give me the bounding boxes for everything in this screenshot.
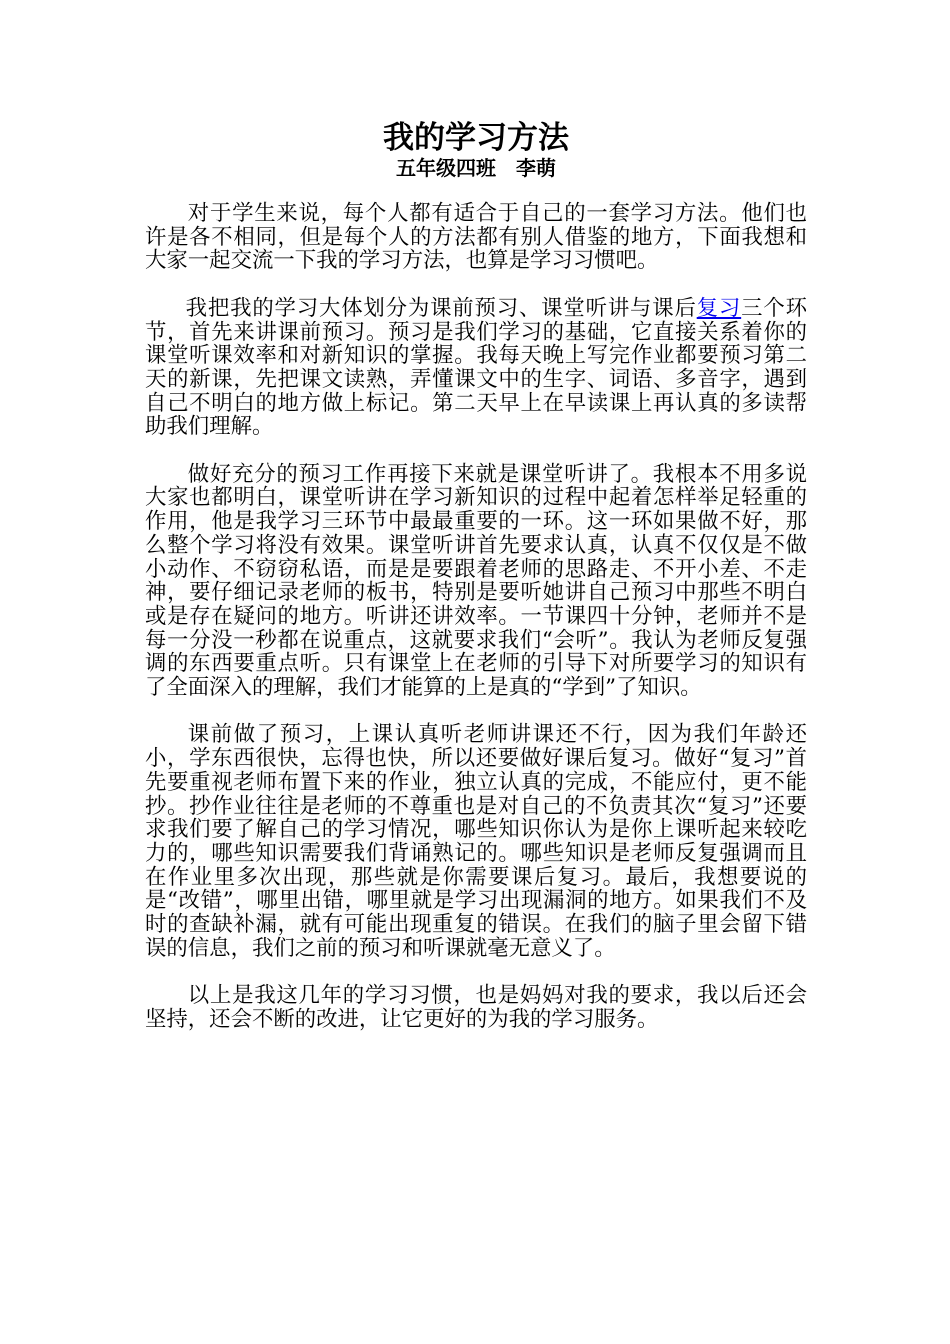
paragraph-preview <box>145 297 807 439</box>
review-link[interactable]: 复习 <box>696 295 742 321</box>
paragraph-listening: 做好充分的预习工作再接下来就是课堂听讲了。我根本不用多说大家也都明白，课堂听讲在学习新知识的过程中起着怎样举足轻重的作用，他是我学习三环节中最最重要的一环。这一环如果做不好，那么整个学习将没有效果。课堂听讲首先要求认真，认真不仅仅是不做小动作、不窃窃私语，而是是要跟着老师的思路走、不开小差、不走神，要仔细记录老师的板书，特别是要听她讲自己预习中那些不明白或是存在疑问的地方。听讲还讲效率。一节课四十分钟，老师并不是每一分没一秒都在说重点，这就要求我们“会听”。我认为老师反复强调的东西要重点听。只有课堂上在老师的引导下对所要学习的知识有了全面深入的理解，我们才能算的上是真的“学到”了知识。 <box>145 461 807 701</box>
document-page <box>145 120 807 1055</box>
paragraph-preview-text-before: 我把我的学习大体划分为课前预习、课堂听讲与课后 <box>185 295 697 321</box>
document-title: 我的学习方法 <box>383 120 569 156</box>
paragraph-review: 课前做了预习，上课认真听老师讲课还不行，因为我们年龄还小，学东西很快，忘得也快，所以还要做好课后复习。做好“复习”首先要重视老师布置下来的作业，独立认真的完成，不能应付，更不能抄。抄作业往往是老师的不尊重也是对自己的不负责其次“复习”还要求我们要了解自己的学习情况，哪些知识你认为是你上课听起来较吃力的，哪些知识需要我们背诵熟记的。哪些知识是老师反复强调而且在作业里多次出现，那些就是你需要课后复习。最后，我想要说的是“改错”，哪里出错，哪里就是学习出现漏洞的地方。如果我们不及时的查缺补漏，就有可能出现重复的错误。在我们的脑子里会留下错误的信息，我们之前的预习和听课就毫无意义了。 <box>145 722 807 961</box>
paragraph-intro: 对于学生来说，每个人都有适合于自己的一套学习方法。他们也许是各不相同，但是每个人的方法都有别人借鉴的地方，下面我想和大家一起交流一下我的学习方法，也算是学习习惯吧。 <box>145 201 807 274</box>
paragraph-conclusion: 以上是我这几年的学习习惯，也是妈妈对我的要求，我以后还会坚持，还会不断的改进，让它更好的为我的学习服务。 <box>145 983 807 1032</box>
paragraph-preview-text-after: 三个环节，首先来讲课前预习。预习是我们学习的基础，它直接关系着你的课堂听课效率和对新知识的掌握。我每天晚上写完作业都要预习第二天的新课，先把课文读熟，弄懂课文中的生字、词语、多音字，遇到自己不明白的地方做上标记。第二天早上在早读课上再认真的多读帮助我们理解。 <box>145 295 807 440</box>
author-byline: 五年级四班 李萌 <box>396 156 556 180</box>
